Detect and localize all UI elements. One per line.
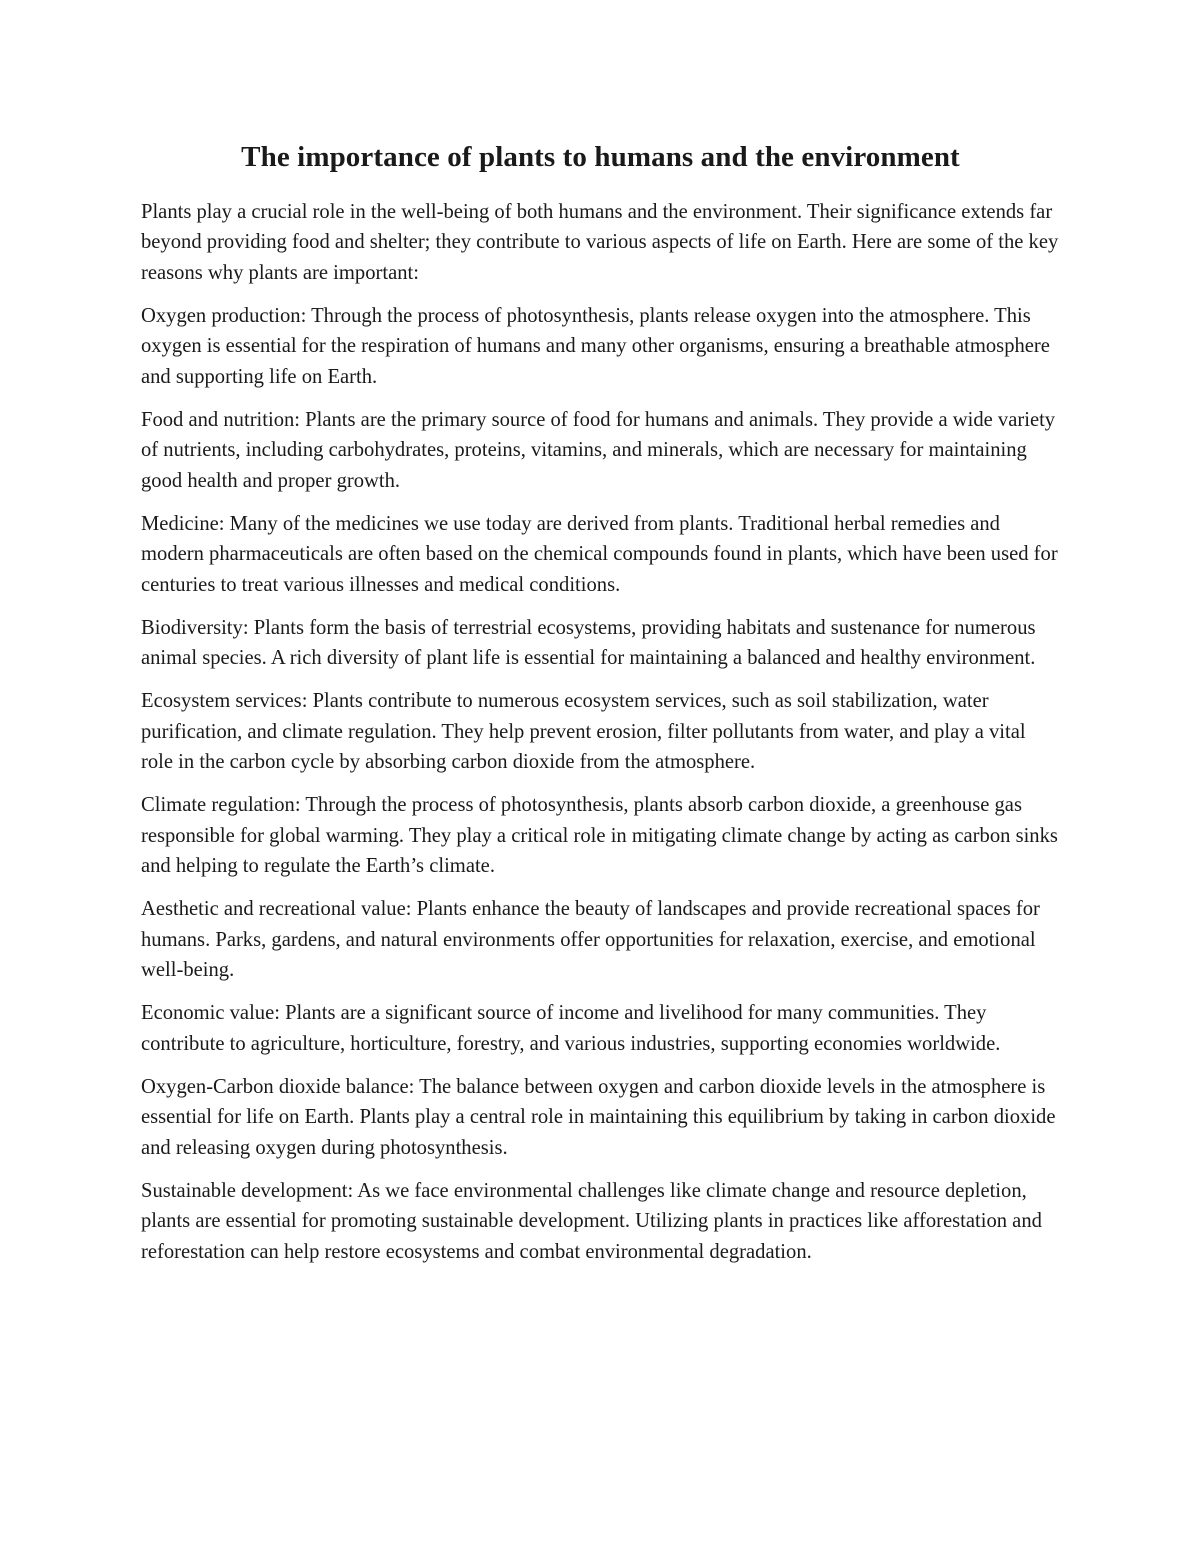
paragraph-climate-regulation: Climate regulation: Through the process of photosynthesis, plants absorb carbon dioxide, a greenhouse gas responsible for global warming. They play a critical role in mitigating climate change by acting as carbon sinks and helping to regulate the Earth’s climate. — [141, 794, 1058, 878]
paragraph-ecosystem-services: Ecosystem services: Plants contribute to numerous ecosystem services, such as soil stabilization, water purification, and climate regulation. They help prevent erosion, filter pollutants from water, and play a vital role in the carbon cycle by absorbing carbon dioxide from the atmosphere. — [141, 690, 1026, 774]
intro-paragraph: Plants play a crucial role in the well-being of both humans and the environment. Their significance extends far beyond providing food and shelter; they contribute to various aspects of life on Earth. Here are some of the key reasons why plants are important: — [141, 200, 1059, 284]
paragraph-economic-value: Economic value: Plants are a significant source of income and livelihood for many communities. They contribute to agriculture, horticulture, forestry, and various industries, supporting economies worldwide. — [141, 1002, 1001, 1055]
paragraph-aesthetic-value: Aesthetic and recreational value: Plants enhance the beauty of landscapes and provide recreational spaces for humans. Parks, gardens, and natural environments offer opportunities for relaxation, exercise, and emotional well-being. — [141, 898, 1040, 982]
paragraph-biodiversity: Biodiversity: Plants form the basis of terrestrial ecosystems, providing habitats and sustenance for numerous animal species. A rich diversity of plant life is essential for maintaining a balanced and healthy environment. — [141, 616, 1036, 670]
paragraph-medicine: Medicine: Many of the medicines we use today are derived from plants. Traditional herbal remedies and modern pharmaceuticals are often based on the chemical compounds found in plants, which have been used for centuries to treat various illnesses and medical conditions. — [141, 512, 1058, 596]
paragraph-oxygen-carbon-balance: Oxygen-Carbon dioxide balance: The balance between oxygen and carbon dioxide levels in the atmosphere is essential for life on Earth. Plants play a central role in maintaining this equilibrium by taking in carbon dioxide and releasing oxygen during photosynthesis. — [141, 1075, 1056, 1159]
paragraph-oxygen-production: Oxygen production: Through the process of photosynthesis, plants release oxygen into the atmosphere. This oxygen is essential for the respiration of humans and many other organisms, ensuring a breathable atmosphere and supporting life on Earth. — [141, 304, 1050, 388]
paragraph-sustainable-development: Sustainable development: As we face environmental challenges like climate change and resource depletion, plants are essential for promoting sustainable development. Utilizing plants in practices like afforestation and reforestation can help restore ecosystems and combat environmental degradation. — [141, 1179, 1042, 1263]
document-title: The importance of plants to humans and the environment — [241, 141, 960, 173]
paragraph-food-and-nutrition: Food and nutrition: Plants are the primary source of food for humans and animals. They provide a wide variety of nutrients, including carbohydrates, proteins, vitamins, and minerals, which are necessary for maintaining good health and proper growth. — [141, 408, 1056, 492]
